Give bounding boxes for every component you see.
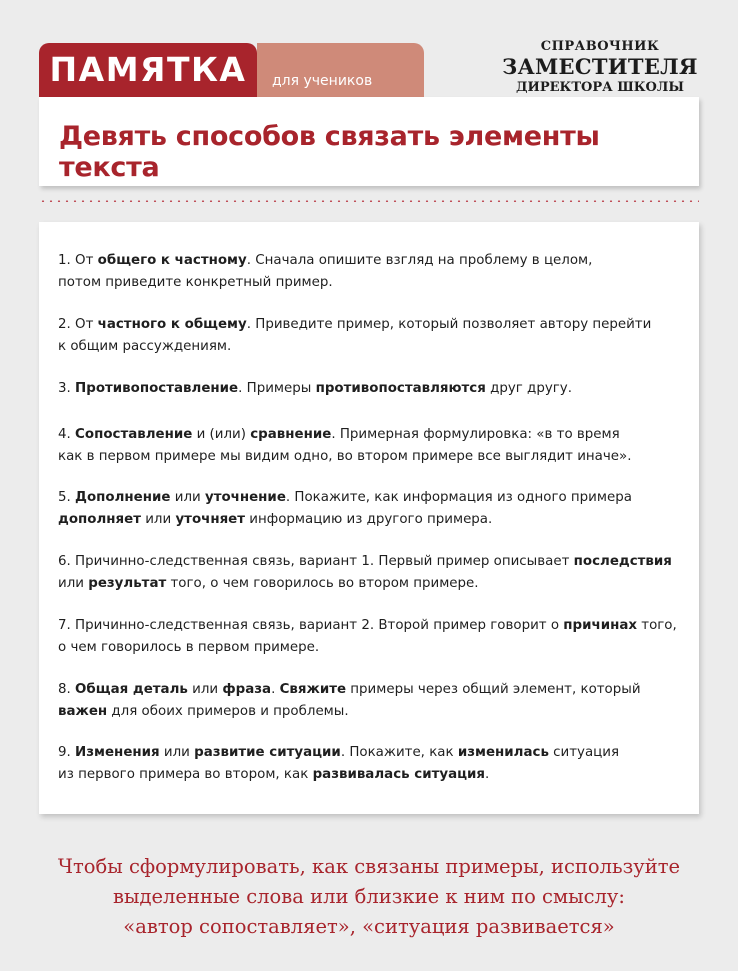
key-term: развивалась ситуация: [312, 766, 486, 782]
list-item: [58, 314, 688, 357]
text-run: или: [159, 745, 195, 760]
text-run: для обоих примеров и проблемы.: [107, 703, 349, 719]
text-run: из первого примера во втором, как: [58, 766, 313, 782]
text-run: .: [271, 682, 280, 697]
key-term: уточняет: [175, 511, 246, 527]
text-run: того, о чем говорилось во втором примере.: [166, 575, 479, 591]
list-item-line-1: [58, 314, 688, 336]
text-run: 6. Причинно-следственная связь, вариант 1. Первый пример описывает: [58, 554, 574, 569]
dotted-divider: [39, 200, 699, 202]
key-term: сравнение: [250, 427, 332, 442]
text-run: . Покажите, как информация из одного примера: [285, 490, 632, 505]
text-run: . Примерная формулировка: «в то время: [331, 427, 620, 442]
list-item-line-1: [58, 679, 688, 701]
text-run: примеры через общий элемент, который: [346, 682, 641, 697]
text-run: или: [140, 511, 176, 527]
list-item-line-2: [58, 637, 688, 659]
key-term: уточнение: [204, 490, 286, 505]
list-item-line-1: [58, 378, 688, 400]
list-item: [58, 551, 688, 594]
text-run: или: [187, 682, 223, 697]
list-item: [58, 742, 688, 785]
key-term: частного к общему: [97, 317, 247, 332]
key-term: Дополнение: [75, 490, 171, 505]
text-run: друг другу.: [485, 381, 572, 396]
key-term: развитие ситуации: [194, 745, 341, 760]
key-term: последствия: [573, 554, 672, 569]
page-title: Девять способов связать элементы текста: [59, 121, 600, 183]
list-item-line-1: [58, 551, 688, 573]
key-term: Общая деталь: [75, 682, 188, 697]
key-term: причинах: [563, 618, 638, 633]
key-term: Сопоставление: [75, 427, 193, 442]
list-item-line-2: [58, 509, 688, 531]
content-panel: [39, 222, 699, 814]
list-item-line-1: [58, 742, 688, 764]
text-run: или: [58, 575, 89, 591]
key-term: противопоставляются: [315, 381, 486, 396]
list-item-line-2: [58, 336, 688, 358]
footer-line-3: «автор сопоставляет», «ситуация развивается»: [123, 915, 615, 938]
footer-line-2: выделенные слова или близкие к ним по смыслу:: [113, 885, 625, 908]
text-run: как в первом примере мы видим одно, во втором примере все выглядит иначе».: [58, 448, 632, 464]
audience-tab-label: для учеников: [272, 73, 373, 89]
logo-line-1: СПРАВОЧНИК: [540, 39, 660, 54]
footer-note: [0, 852, 738, 942]
text-run: .: [485, 766, 490, 782]
list-item: [58, 679, 688, 722]
text-run: 5.: [58, 490, 76, 505]
key-term: важен: [58, 703, 108, 719]
key-term: дополняет: [58, 511, 141, 527]
audience-tab: [257, 43, 424, 97]
title-panel: [39, 97, 699, 186]
text-run: . Сначала опишите взгляд на проблему в целом,: [246, 253, 593, 268]
list-item-line-2: [58, 701, 688, 723]
text-run: того,: [637, 618, 677, 633]
text-run: 2. От: [58, 317, 98, 332]
text-run: или: [170, 490, 205, 505]
text-run: . Примеры: [238, 381, 316, 396]
text-run: . Приведите пример, который позволяет автору перейти: [246, 317, 652, 332]
publication-logo: [500, 38, 700, 96]
text-run: . Покажите, как: [340, 745, 458, 760]
text-run: 8.: [58, 682, 76, 697]
list-item-line-2: [58, 573, 688, 595]
list-item-line-1: [58, 487, 688, 509]
key-term: фраза: [222, 682, 272, 697]
list-item: [58, 615, 688, 658]
text-run: ситуация: [548, 745, 620, 760]
key-term: Противопоставление: [75, 381, 239, 396]
text-run: информацию из другого примера.: [245, 511, 493, 527]
logo-line-2: ЗАМЕСТИТЕЛЯ: [502, 54, 698, 79]
text-run: и (или): [192, 427, 251, 442]
footer-line-1: Чтобы сформулировать, как связаны примеры, используйте: [57, 855, 681, 878]
list-item-line-2: [58, 272, 688, 294]
list-item: [58, 424, 688, 467]
key-term: Свяжите: [279, 682, 347, 697]
text-run: к общим рассуждениям.: [58, 338, 232, 354]
list-item: [58, 487, 688, 530]
text-run: 4.: [58, 427, 76, 442]
logo-line-3: ДИРЕКТОРА ШКОЛЫ: [516, 80, 684, 95]
key-term: результат: [88, 575, 167, 591]
list-item: [58, 250, 688, 293]
memo-tab-label: ПАМЯТКА: [49, 50, 247, 89]
text-run: 7. Причинно-следственная связь, вариант 2. Второй пример говорит о: [58, 618, 564, 633]
list-item: [58, 378, 688, 400]
list-item-line-1: [58, 424, 688, 446]
key-term: изменилась: [457, 745, 549, 760]
text-run: 9.: [58, 745, 76, 760]
text-run: 1. От: [58, 253, 98, 268]
memo-tab: [39, 43, 257, 97]
key-term: общего к частному: [97, 253, 247, 268]
list-item-line-2: [58, 764, 688, 786]
text-run: о чем говорилось в первом примере.: [58, 639, 320, 655]
list-item-line-2: [58, 446, 688, 468]
list-item-line-1: [58, 250, 688, 272]
text-run: 3.: [58, 381, 76, 396]
key-term: Изменения: [75, 745, 160, 760]
list-item-line-1: [58, 615, 688, 637]
text-run: потом приведите конкретный пример.: [58, 274, 333, 290]
